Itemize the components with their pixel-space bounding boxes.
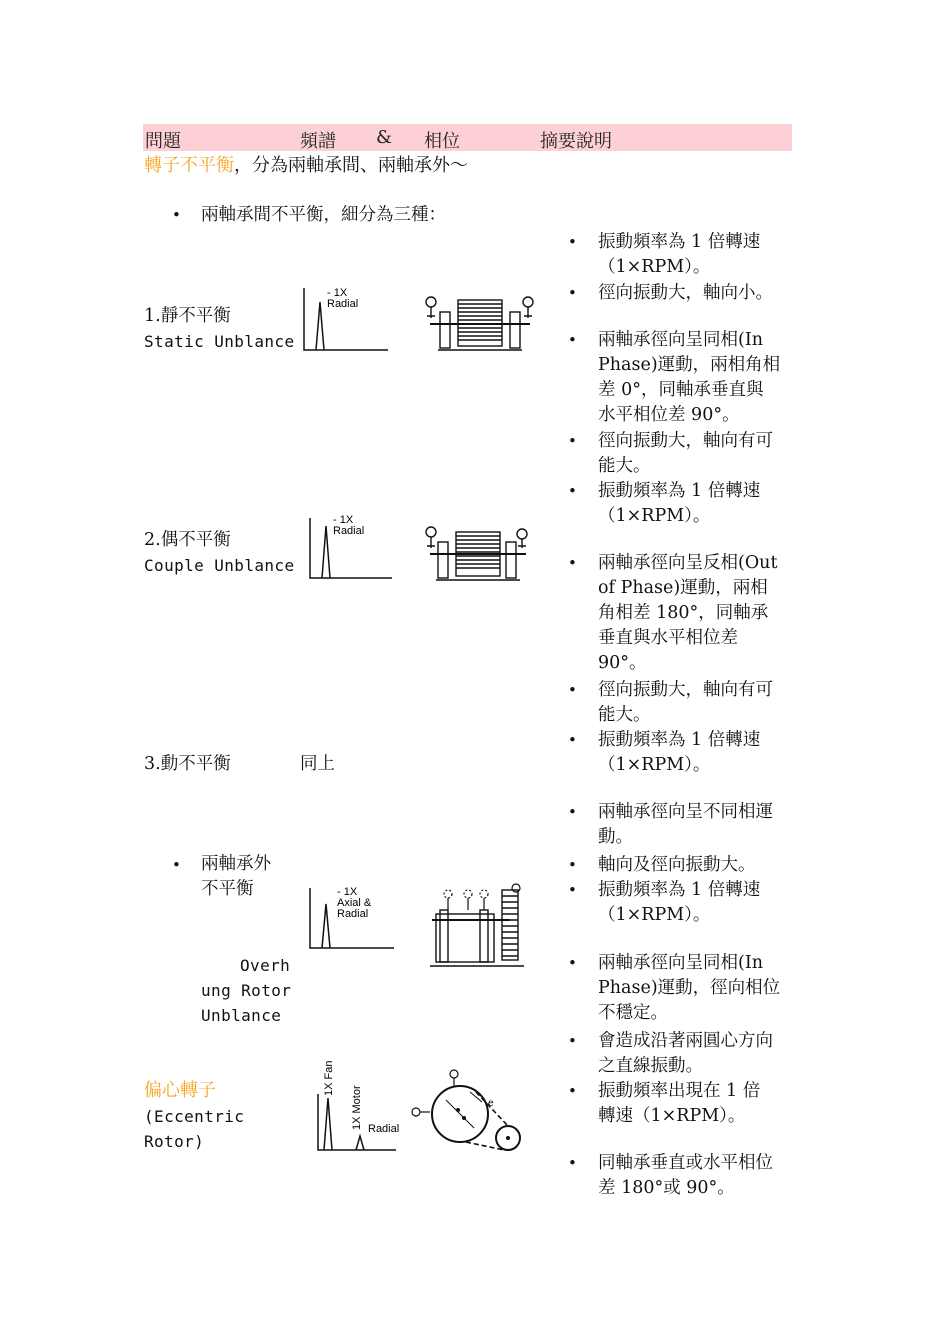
summary-item (598, 1029, 798, 1079)
summary-line: 徑向振動大，軸向有可 (598, 680, 773, 700)
rotor-unbalance-title: 轉子不平衡 (144, 155, 234, 176)
summary-line: 兩軸承徑向呈反相(Out (598, 553, 778, 573)
summary-line: 振動頻率為 1 倍轉速 (598, 880, 761, 900)
summary-line: 不穩定。 (598, 1003, 668, 1023)
summary-line: 水平相位差 90°。 (598, 405, 740, 425)
overhung-label-en-3: Unblance (201, 1006, 282, 1025)
bullet-dot: • (568, 1082, 577, 1100)
summary-line: （1×RPM）。 (598, 755, 711, 775)
couple-unbalance-label-en: Couple Unblance (144, 556, 295, 575)
bullet-dot: • (568, 432, 577, 450)
eccentric-spectrum-fan: 1X Fan (323, 1060, 335, 1096)
eccentric-diagram-e: e (488, 1098, 494, 1109)
summary-line: 振動頻率為 1 倍轉速 (598, 730, 761, 750)
header-spectrum: 頻譜 (300, 131, 336, 152)
summary-line: 動。 (598, 827, 633, 847)
overhung-label-cn-1: 兩軸承外 (201, 854, 271, 874)
static-spectrum-radial: Radial (327, 298, 359, 310)
summary-line: 角相差 180°，同軸承 (598, 603, 769, 623)
rotor-unbalance-subtitle: ，分為兩軸承間、兩軸承外～ (234, 155, 468, 176)
summary-line: 振動頻率為 1 倍轉速 (598, 232, 761, 252)
couple-spectrum-plot (306, 510, 398, 582)
header-phase: 相位 (424, 131, 460, 152)
summary-line: 兩軸承徑向呈同相(In (598, 953, 764, 973)
header-summary: 摘要說明 (540, 131, 612, 152)
summary-item (598, 328, 798, 428)
header-problem: 問題 (145, 131, 181, 152)
summary-line: （1×RPM）。 (598, 257, 711, 277)
summary-line: 兩軸承徑向呈不同相運 (598, 802, 773, 822)
bullet-dot: • (568, 681, 577, 699)
summary-item (598, 281, 798, 306)
summary-line: （1×RPM）。 (598, 506, 711, 526)
eccentric-rotor-belt-diagram (404, 1066, 528, 1156)
summary-line: 垂直與水平相位差 (598, 628, 738, 648)
couple-spectrum-1x: - 1X (333, 514, 354, 526)
between-bearings-heading: 兩軸承間不平衡，細分為三種： (201, 205, 446, 225)
summary-line: 會造成沿著兩圓心方向 (598, 1031, 773, 1051)
bullet-dot: • (568, 1154, 577, 1172)
summary-item (598, 951, 798, 1026)
summary-line: 振動頻率出現在 1 倍 (598, 1081, 761, 1101)
overhung-label-en-2: ung Rotor (201, 981, 292, 1000)
couple-unbalance-machine-diagram (420, 518, 538, 584)
eccentric-rotor-label-en-1: (Eccentric (144, 1107, 245, 1126)
summary-line: Phase)運動，徑向相位 (598, 978, 781, 998)
couple-spectrum-radial: Radial (333, 525, 365, 537)
eccentric-spectrum-radial: Radial (368, 1123, 400, 1135)
bullet-dot: • (172, 856, 181, 874)
eccentric-spectrum-plot (312, 1054, 406, 1154)
static-unbalance-label-cn: 1.靜不平衡 (144, 306, 231, 326)
overhung-rotor-machine-diagram (428, 880, 528, 970)
summary-item (598, 230, 798, 280)
summary-item (598, 678, 798, 728)
static-unbalance-label-en: Static Unblance (144, 332, 295, 351)
summary-line: 兩軸承徑向呈同相(In (598, 330, 764, 350)
summary-item (598, 1079, 798, 1129)
summary-line: 振動頻率為 1 倍轉速 (598, 481, 761, 501)
overhung-label-en-1: Overh (240, 956, 291, 975)
bullet-dot: • (568, 554, 577, 572)
summary-line: 能大。 (598, 705, 651, 725)
table-header-bar (143, 124, 792, 151)
eccentric-spectrum-motor: 1X Motor (351, 1085, 363, 1130)
summary-line: of Phase)運動，兩相 (598, 578, 768, 598)
overhung-spectrum-plot (306, 880, 400, 952)
summary-line: 90°。 (598, 653, 647, 673)
bullet-dot: • (568, 803, 577, 821)
bullet-dot: • (568, 482, 577, 500)
rotor-unbalance-intro (144, 153, 468, 178)
eccentric-rotor-label-en-2: Rotor) (144, 1132, 205, 1151)
summary-line: 徑向振動大，軸向小。 (598, 283, 773, 303)
summary-line: 差 180°或 90°。 (598, 1178, 735, 1198)
summary-line: 轉速（1×RPM）。 (598, 1106, 746, 1126)
summary-line: 能大。 (598, 456, 651, 476)
summary-item (598, 728, 798, 778)
overhung-spectrum-1x: - 1X (337, 886, 358, 898)
summary-line: 徑向振動大，軸向有可 (598, 431, 773, 451)
bullet-dot: • (172, 206, 181, 224)
summary-line: 差 0°，同軸承垂直與 (598, 380, 764, 400)
summary-line: （1×RPM）。 (598, 905, 711, 925)
bullet-dot: • (568, 731, 577, 749)
summary-item (598, 878, 798, 928)
dynamic-unbalance-same-as-above: 同上 (300, 754, 335, 774)
bullet-dot: • (568, 284, 577, 302)
bullet-dot: • (568, 954, 577, 972)
overhung-spectrum-axial: Axial & (337, 897, 372, 909)
dynamic-unbalance-label-cn: 3.動不平衡 (144, 754, 231, 774)
overhung-spectrum-radial: Radial (337, 908, 369, 920)
summary-item (598, 551, 798, 676)
summary-line: Phase)運動，兩相角相 (598, 355, 781, 375)
summary-line: 之直線振動。 (598, 1056, 703, 1076)
summary-line: 同軸承垂直或水平相位 (598, 1153, 773, 1173)
static-unbalance-machine-diagram (420, 288, 538, 354)
bullet-dot: • (568, 1032, 577, 1050)
summary-item (598, 800, 798, 850)
bullet-dot: • (568, 233, 577, 251)
header-ampersand: & (376, 127, 393, 148)
summary-item (598, 479, 798, 529)
overhung-label-cn-2: 不平衡 (201, 879, 254, 899)
summary-item (598, 429, 798, 479)
eccentric-rotor-label-cn: 偏心轉子 (144, 1080, 216, 1101)
bullet-dot: • (568, 881, 577, 899)
static-spectrum-1x: - 1X (327, 287, 348, 299)
summary-item (598, 853, 798, 878)
bullet-dot: • (568, 856, 577, 874)
static-spectrum-plot (300, 282, 392, 354)
bullet-dot: • (568, 331, 577, 349)
summary-line: 軸向及徑向振動大。 (598, 855, 756, 875)
couple-unbalance-label-cn: 2.偶不平衡 (144, 530, 231, 550)
summary-item (598, 1151, 798, 1201)
